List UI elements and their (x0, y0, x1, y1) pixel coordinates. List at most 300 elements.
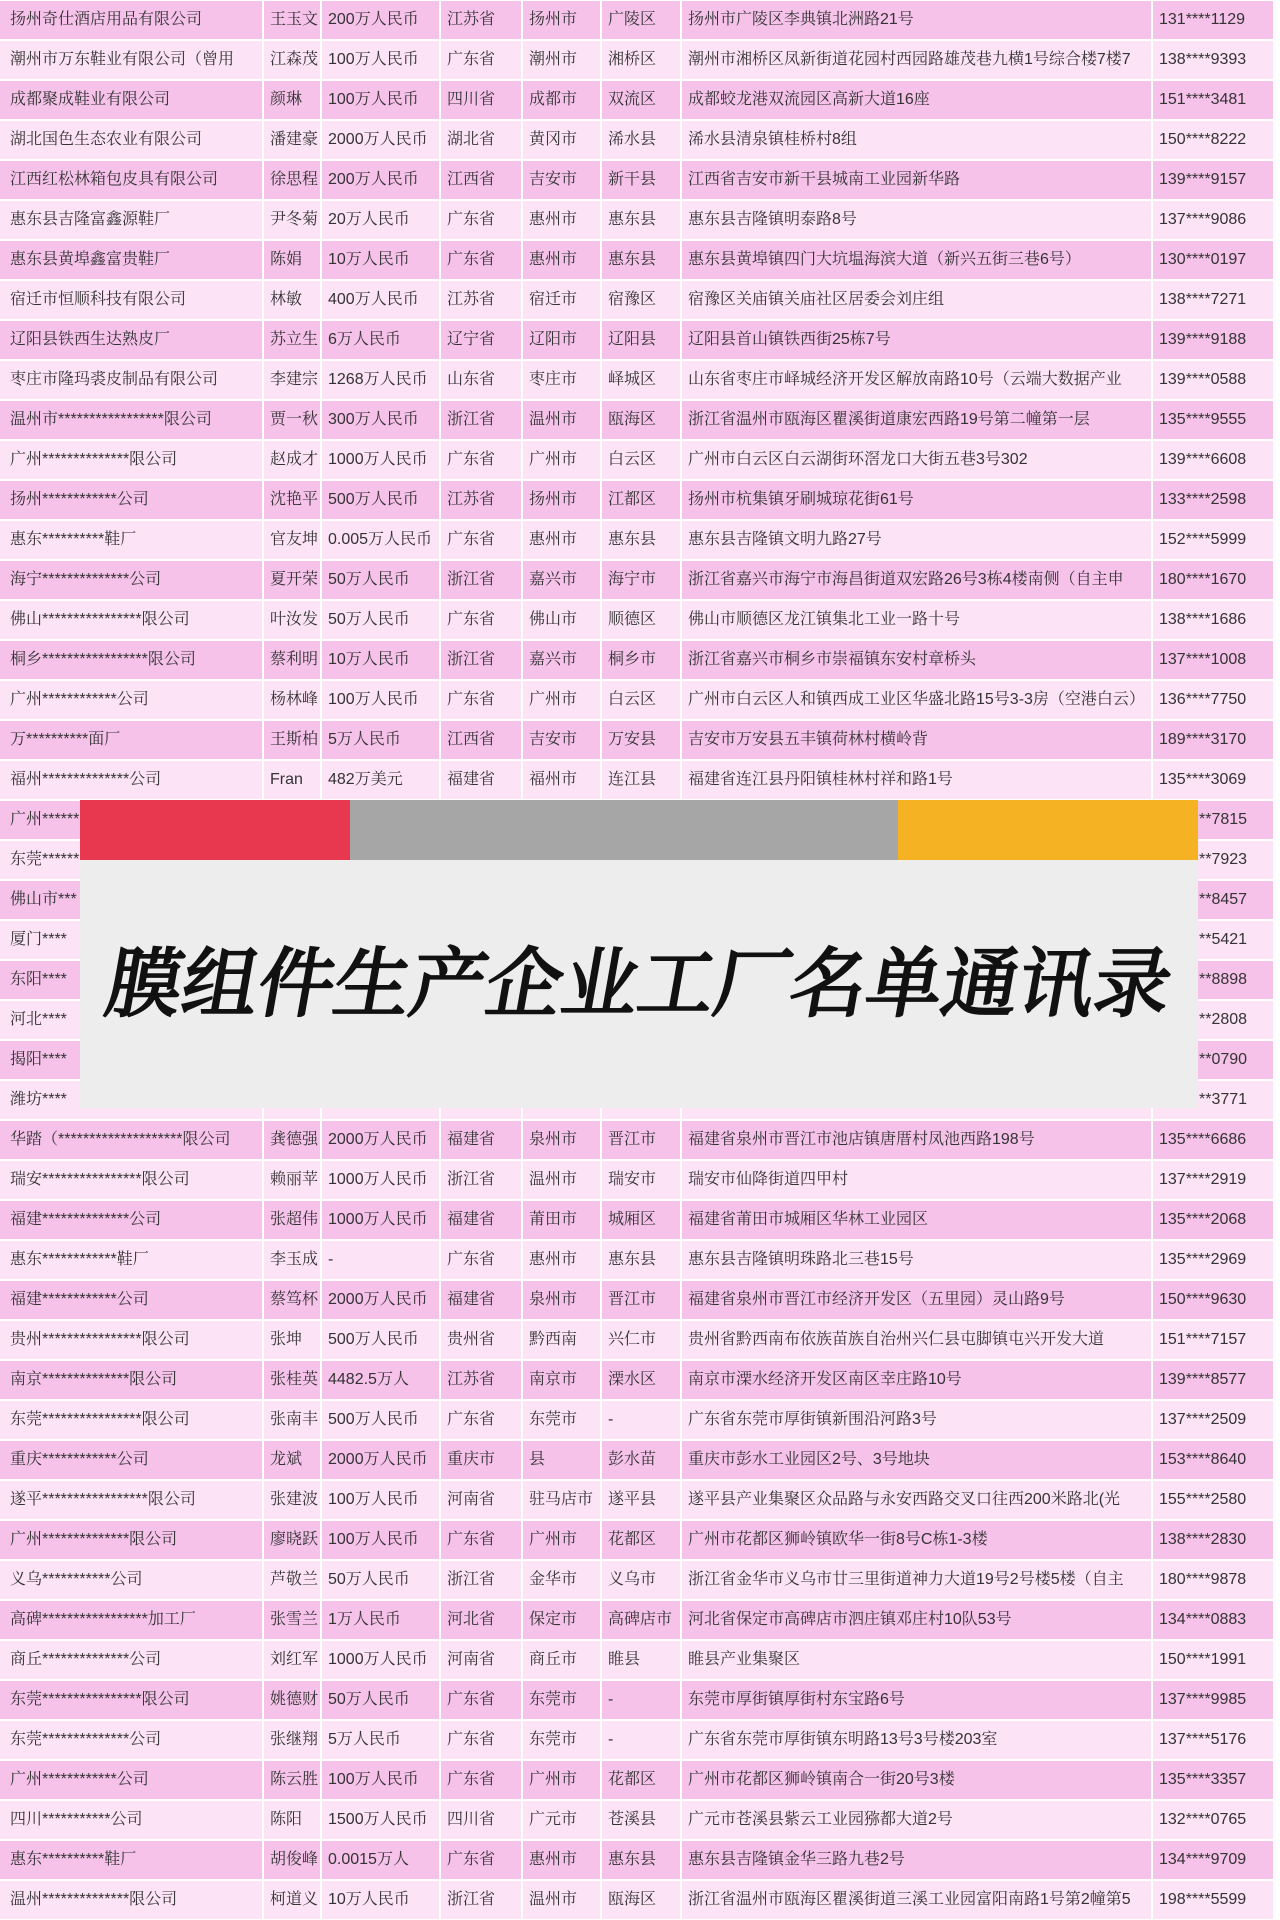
province-cell: 山东省 (441, 361, 521, 399)
city-cell: 嘉兴市 (523, 561, 600, 599)
table-row (0, 240, 1273, 280)
contact-cell: 刘红军 (264, 1641, 320, 1679)
table-row (0, 1200, 1273, 1240)
phone-cell: 153****8640 (1153, 1441, 1273, 1479)
table-row (0, 1600, 1273, 1640)
capital-cell: 200万人民币 (322, 161, 439, 199)
province-cell: 四川省 (441, 81, 521, 119)
contact-cell: 龙斌 (264, 1441, 320, 1479)
company-cell: 扬州奇仕酒店用品有限公司 (0, 1, 262, 39)
address-cell: 南京市溧水经济开发区南区幸庄路10号 (682, 1361, 1151, 1399)
table-row (0, 560, 1273, 600)
district-cell: 晋江市 (602, 1281, 680, 1319)
capital-cell: 1000万人民币 (322, 1201, 439, 1239)
company-cell: 四川***********公司 (0, 1801, 262, 1839)
province-cell: 广东省 (441, 441, 521, 479)
district-cell: 海宁市 (602, 561, 680, 599)
capital-cell: 2000万人民币 (322, 121, 439, 159)
title-panel (80, 860, 1198, 1108)
company-cell: 佛山市*** (0, 881, 262, 919)
company-cell: 揭阳**** (0, 1041, 262, 1079)
contact-cell: 赵成才 (264, 441, 320, 479)
capital-cell: 1500万人民币 (322, 1801, 439, 1839)
province-cell: 浙江省 (441, 1161, 521, 1199)
province-cell: 福建省 (441, 761, 521, 799)
city-cell: 嘉兴市 (523, 641, 600, 679)
district-cell: 城厢区 (602, 1201, 680, 1239)
phone-cell: 151****7157 (1153, 1321, 1273, 1359)
district-cell: 江都区 (602, 481, 680, 519)
capital-cell: 500万人民币 (322, 1321, 439, 1359)
company-cell: 重庆************公司 (0, 1441, 262, 1479)
city-cell: 成都市 (523, 81, 600, 119)
phone-cell: **2808 (1153, 1001, 1273, 1039)
district-cell: 晋江市 (602, 1121, 680, 1159)
phone-cell: 137****9985 (1153, 1681, 1273, 1719)
district-cell: 惠东县 (602, 201, 680, 239)
address-cell: 惠东县吉隆镇明泰路8号 (682, 201, 1151, 239)
table-row (0, 160, 1273, 200)
table-row (0, 640, 1273, 680)
phone-cell: 130****0197 (1153, 241, 1273, 279)
phone-cell: 180****1670 (1153, 561, 1273, 599)
company-cell: 惠东**********鞋厂 (0, 521, 262, 559)
table-row (0, 680, 1273, 720)
city-cell: 驻马店市 (523, 1481, 600, 1519)
color-bar (80, 800, 1198, 860)
district-cell: 宿豫区 (602, 281, 680, 319)
province-cell: 浙江省 (441, 401, 521, 439)
province-cell: 江西省 (441, 721, 521, 759)
address-cell: 佛山市顺德区龙江镇集北工业一路十号 (682, 601, 1151, 639)
company-cell: 海宁**************公司 (0, 561, 262, 599)
province-cell: 河北省 (441, 1601, 521, 1639)
company-cell: 潮州市万东鞋业有限公司（曾用 (0, 41, 262, 79)
table-row (0, 600, 1273, 640)
table-row (0, 1320, 1273, 1360)
table-row (0, 1560, 1273, 1600)
phone-cell: 135****2068 (1153, 1201, 1273, 1239)
phone-cell: 132****0765 (1153, 1801, 1273, 1839)
contact-cell: 芦敬兰 (264, 1561, 320, 1599)
city-cell: 黄冈市 (523, 121, 600, 159)
district-cell: - (602, 1721, 680, 1759)
phone-cell: 189****3170 (1153, 721, 1273, 759)
contact-cell: 姚德财 (264, 1681, 320, 1719)
phone-cell: 198****5599 (1153, 1881, 1273, 1919)
company-cell: 成都聚成鞋业有限公司 (0, 81, 262, 119)
table-row (0, 1760, 1273, 1800)
province-cell: 浙江省 (441, 1561, 521, 1599)
phone-cell: **3771 (1153, 1081, 1273, 1119)
province-cell: 江苏省 (441, 1, 521, 39)
company-cell: 枣庄市隆玛裘皮制品有限公司 (0, 361, 262, 399)
contact-cell: 张超伟 (264, 1201, 320, 1239)
capital-cell: 1000万人民币 (322, 1161, 439, 1199)
table-row (0, 1240, 1273, 1280)
capital-cell: 5万人民币 (322, 1721, 439, 1759)
table-row (0, 200, 1273, 240)
province-cell: 河南省 (441, 1641, 521, 1679)
city-cell: 温州市 (523, 1881, 600, 1919)
table-row (0, 1400, 1273, 1440)
capital-cell: 0.005万人民币 (322, 521, 439, 559)
phone-cell: 139****6608 (1153, 441, 1273, 479)
province-cell: 广东省 (441, 521, 521, 559)
color-bar-red-segment (80, 800, 350, 860)
title-banner (80, 800, 1198, 1108)
capital-cell: 50万人民币 (322, 601, 439, 639)
district-cell: 兴仁市 (602, 1321, 680, 1359)
phone-cell: 137****2919 (1153, 1161, 1273, 1199)
contact-cell: 颜琳 (264, 81, 320, 119)
company-cell: 惠东************鞋厂 (0, 1241, 262, 1279)
company-cell: 桐乡*****************限公司 (0, 641, 262, 679)
phone-cell: 138****7271 (1153, 281, 1273, 319)
province-cell: 浙江省 (441, 561, 521, 599)
company-cell: 福州**************公司 (0, 761, 262, 799)
city-cell: 广州市 (523, 681, 600, 719)
capital-cell: 2000万人民币 (322, 1281, 439, 1319)
district-cell: 顺德区 (602, 601, 680, 639)
district-cell: 溧水区 (602, 1361, 680, 1399)
capital-cell: 500万人民币 (322, 1401, 439, 1439)
address-cell: 广州市白云区人和镇西成工业区华盛北路15号3-3房（空港白云） (682, 681, 1151, 719)
contact-cell: 张南丰 (264, 1401, 320, 1439)
city-cell: 保定市 (523, 1601, 600, 1639)
address-cell: 浙江省温州市瓯海区瞿溪街道三溪工业园富阳南路1号第2幢第5 (682, 1881, 1151, 1919)
city-cell: 南京市 (523, 1361, 600, 1399)
city-cell: 辽阳市 (523, 321, 600, 359)
phone-cell: 134****0883 (1153, 1601, 1273, 1639)
city-cell: 扬州市 (523, 481, 600, 519)
company-cell: 东阳**** (0, 961, 262, 999)
contact-cell: 林敏 (264, 281, 320, 319)
company-cell: 福建************公司 (0, 1281, 262, 1319)
address-cell: 惠东县吉隆镇文明九路27号 (682, 521, 1151, 559)
contact-cell: 杨林峰 (264, 681, 320, 719)
table-row (0, 1360, 1273, 1400)
company-cell: 惠东县黄埠鑫富贵鞋厂 (0, 241, 262, 279)
table-row (0, 320, 1273, 360)
city-cell: 宿迁市 (523, 281, 600, 319)
province-cell: 江苏省 (441, 481, 521, 519)
city-cell: 广州市 (523, 1761, 600, 1799)
phone-cell: 151****3481 (1153, 81, 1273, 119)
contact-cell: Fran (264, 761, 320, 799)
city-cell: 惠州市 (523, 241, 600, 279)
contact-cell: 叶汝发 (264, 601, 320, 639)
table-row (0, 1720, 1273, 1760)
address-cell: 重庆市彭水工业园区2号、3号地块 (682, 1441, 1151, 1479)
district-cell: 高碑店市 (602, 1601, 680, 1639)
province-cell: 浙江省 (441, 1881, 521, 1919)
district-cell: 广陵区 (602, 1, 680, 39)
contact-cell: 江森茂 (264, 41, 320, 79)
address-cell: 瑞安市仙降街道四甲村 (682, 1161, 1151, 1199)
contact-cell: 贾一秋 (264, 401, 320, 439)
table-row (0, 0, 1273, 40)
address-cell: 惠东县吉隆镇金华三路九巷2号 (682, 1841, 1151, 1879)
phone-cell: 136****7750 (1153, 681, 1273, 719)
phone-cell: **5421 (1153, 921, 1273, 959)
table-row (0, 480, 1273, 520)
company-cell: 福建**************公司 (0, 1201, 262, 1239)
color-bar-gray-segment (350, 800, 898, 860)
table-row (0, 1280, 1273, 1320)
contact-cell: 张雪兰 (264, 1601, 320, 1639)
contact-cell: 沈艳平 (264, 481, 320, 519)
company-cell: 宿迁市恒顺科技有限公司 (0, 281, 262, 319)
province-cell: 辽宁省 (441, 321, 521, 359)
address-cell: 广州市白云区白云湖街环滘龙口大街五巷3号302 (682, 441, 1151, 479)
district-cell: 辽阳县 (602, 321, 680, 359)
color-bar-yellow-segment (898, 800, 1198, 860)
contact-cell: 龚德强 (264, 1121, 320, 1159)
address-cell: 福建省莆田市城厢区华林工业园区 (682, 1201, 1151, 1239)
table-row (0, 1480, 1273, 1520)
province-cell: 广东省 (441, 41, 521, 79)
contact-cell: 赖丽苹 (264, 1161, 320, 1199)
contact-cell: 李玉成 (264, 1241, 320, 1279)
phone-cell: 137****1008 (1153, 641, 1273, 679)
district-cell: - (602, 1681, 680, 1719)
phone-cell: 137****5176 (1153, 1721, 1273, 1759)
table-row (0, 1800, 1273, 1840)
district-cell: 白云区 (602, 441, 680, 479)
city-cell: 佛山市 (523, 601, 600, 639)
address-cell: 广元市苍溪县紫云工业园猕都大道2号 (682, 1801, 1151, 1839)
table-row (0, 1840, 1273, 1880)
phone-cell: **7923 (1153, 841, 1273, 879)
address-cell: 广东省东莞市厚街镇新围沿河路3号 (682, 1401, 1151, 1439)
capital-cell: 500万人民币 (322, 481, 439, 519)
city-cell: 扬州市 (523, 1, 600, 39)
table-row (0, 1440, 1273, 1480)
capital-cell: 1000万人民币 (322, 441, 439, 479)
address-cell: 睢县产业集聚区 (682, 1641, 1151, 1679)
table-row (0, 360, 1273, 400)
province-cell: 广东省 (441, 681, 521, 719)
address-cell: 浙江省金华市义乌市廿三里街道神力大道19号2号楼5楼（自主 (682, 1561, 1151, 1599)
contact-cell: 陈娟 (264, 241, 320, 279)
district-cell: 惠东县 (602, 241, 680, 279)
district-cell: 彭水苗 (602, 1441, 680, 1479)
district-cell: 白云区 (602, 681, 680, 719)
district-cell: 峄城区 (602, 361, 680, 399)
capital-cell: 100万人民币 (322, 1761, 439, 1799)
company-cell: 广州************公司 (0, 681, 262, 719)
company-cell: 扬州************公司 (0, 481, 262, 519)
capital-cell: 6万人民币 (322, 321, 439, 359)
table-row (0, 1160, 1273, 1200)
city-cell: 惠州市 (523, 1841, 600, 1879)
province-cell: 广东省 (441, 241, 521, 279)
contact-cell: 张建波 (264, 1481, 320, 1519)
city-cell: 泉州市 (523, 1121, 600, 1159)
city-cell: 商丘市 (523, 1641, 600, 1679)
capital-cell: 50万人民币 (322, 1681, 439, 1719)
phone-cell: 150****1991 (1153, 1641, 1273, 1679)
company-cell: 温州**************限公司 (0, 1881, 262, 1919)
company-cell: 瑞安****************限公司 (0, 1161, 262, 1199)
company-cell: 佛山****************限公司 (0, 601, 262, 639)
table-row (0, 760, 1273, 800)
table-row (0, 40, 1273, 80)
city-cell: 枣庄市 (523, 361, 600, 399)
table-row (0, 80, 1273, 120)
capital-cell: 482万美元 (322, 761, 439, 799)
address-cell: 辽阳县首山镇铁西街25栋7号 (682, 321, 1151, 359)
province-cell: 广东省 (441, 201, 521, 239)
city-cell: 惠州市 (523, 521, 600, 559)
address-cell: 浙江省嘉兴市海宁市海昌街道双宏路26号3栋4楼南侧（自主申 (682, 561, 1151, 599)
province-cell: 江苏省 (441, 281, 521, 319)
phone-cell: 152****5999 (1153, 521, 1273, 559)
phone-cell: 135****2969 (1153, 1241, 1273, 1279)
city-cell: 东莞市 (523, 1721, 600, 1759)
city-cell: 惠州市 (523, 201, 600, 239)
city-cell: 惠州市 (523, 1241, 600, 1279)
company-cell: 华踏（********************限公司 (0, 1121, 262, 1159)
phone-cell: 139****9188 (1153, 321, 1273, 359)
address-cell: 吉安市万安县五丰镇荷林村横岭背 (682, 721, 1151, 759)
company-cell: 广州**************限公司 (0, 1521, 262, 1559)
company-cell: 惠东**********鞋厂 (0, 1841, 262, 1879)
phone-cell: **8898 (1153, 961, 1273, 999)
district-cell: 花都区 (602, 1761, 680, 1799)
province-cell: 广东省 (441, 1761, 521, 1799)
province-cell: 广东省 (441, 1401, 521, 1439)
district-cell: 花都区 (602, 1521, 680, 1559)
province-cell: 福建省 (441, 1121, 521, 1159)
table-row (0, 1680, 1273, 1720)
capital-cell: 100万人民币 (322, 1521, 439, 1559)
company-cell: 辽阳县铁西生达熟皮厂 (0, 321, 262, 359)
phone-cell: 139****0588 (1153, 361, 1273, 399)
district-cell: 万安县 (602, 721, 680, 759)
contact-cell: 张继翔 (264, 1721, 320, 1759)
city-cell: 福州市 (523, 761, 600, 799)
address-cell: 浠水县清泉镇桂桥村8组 (682, 121, 1151, 159)
phone-cell: 135****3357 (1153, 1761, 1273, 1799)
district-cell: 遂平县 (602, 1481, 680, 1519)
company-cell: 义乌***********公司 (0, 1561, 262, 1599)
phone-cell: 137****2509 (1153, 1401, 1273, 1439)
address-cell: 贵州省黔西南布依族苗族自治州兴仁县屯脚镇屯兴开发大道 (682, 1321, 1151, 1359)
contact-cell: 蔡利明 (264, 641, 320, 679)
contact-cell: 李建宗 (264, 361, 320, 399)
city-cell: 温州市 (523, 401, 600, 439)
city-cell: 吉安市 (523, 161, 600, 199)
address-cell: 东莞市厚街镇厚街村东宝路6号 (682, 1681, 1151, 1719)
contact-cell: 官友坤 (264, 521, 320, 559)
capital-cell: 50万人民币 (322, 1561, 439, 1599)
province-cell: 江苏省 (441, 1361, 521, 1399)
company-cell: 江西红松林箱包皮具有限公司 (0, 161, 262, 199)
company-cell: 商丘**************公司 (0, 1641, 262, 1679)
province-cell: 重庆市 (441, 1441, 521, 1479)
province-cell: 广东省 (441, 601, 521, 639)
company-cell: 高碑*****************加工厂 (0, 1601, 262, 1639)
district-cell: 桐乡市 (602, 641, 680, 679)
city-cell: 黔西南 (523, 1321, 600, 1359)
capital-cell: - (322, 1241, 439, 1279)
city-cell: 莆田市 (523, 1201, 600, 1239)
address-cell: 遂平县产业集聚区众品路与永安西路交叉口往西200米路北(光 (682, 1481, 1151, 1519)
capital-cell: 0.0015万人 (322, 1841, 439, 1879)
address-cell: 广东省东莞市厚街镇东明路13号3号楼203室 (682, 1721, 1151, 1759)
capital-cell: 4482.5万人 (322, 1361, 439, 1399)
capital-cell: 100万人民币 (322, 1481, 439, 1519)
address-cell: 江西省吉安市新干县城南工业园新华路 (682, 161, 1151, 199)
company-cell: 潍坊**** (0, 1081, 262, 1119)
capital-cell: 300万人民币 (322, 401, 439, 439)
company-cell: 惠东县吉隆富鑫源鞋厂 (0, 201, 262, 239)
province-cell: 贵州省 (441, 1321, 521, 1359)
capital-cell: 2000万人民币 (322, 1441, 439, 1479)
district-cell: 睢县 (602, 1641, 680, 1679)
table-row (0, 1120, 1273, 1160)
contact-cell: 张桂英 (264, 1361, 320, 1399)
province-cell: 福建省 (441, 1281, 521, 1319)
capital-cell: 20万人民币 (322, 201, 439, 239)
address-cell: 扬州市广陵区李典镇北洲路21号 (682, 1, 1151, 39)
phone-cell: 135****9555 (1153, 401, 1273, 439)
capital-cell: 1000万人民币 (322, 1641, 439, 1679)
district-cell: 苍溪县 (602, 1801, 680, 1839)
province-cell: 浙江省 (441, 641, 521, 679)
phone-cell: **0790 (1153, 1041, 1273, 1079)
table-row (0, 120, 1273, 160)
province-cell: 四川省 (441, 1801, 521, 1839)
city-cell: 温州市 (523, 1161, 600, 1199)
district-cell: 湘桥区 (602, 41, 680, 79)
address-cell: 浙江省温州市瓯海区瞿溪街道康宏西路19号第二幢第一层 (682, 401, 1151, 439)
address-cell: 惠东县黄埠镇四门大坑塭海滨大道（新兴五街三巷6号） (682, 241, 1151, 279)
city-cell: 东莞市 (523, 1681, 600, 1719)
contact-cell: 柯道义 (264, 1881, 320, 1919)
company-cell: 东莞**************公司 (0, 1721, 262, 1759)
capital-cell: 100万人民币 (322, 81, 439, 119)
capital-cell: 1万人民币 (322, 1601, 439, 1639)
table-row (0, 1520, 1273, 1560)
province-cell: 福建省 (441, 1201, 521, 1239)
contact-cell: 陈阳 (264, 1801, 320, 1839)
address-cell: 河北省保定市高碑店市泗庄镇邓庄村10队53号 (682, 1601, 1151, 1639)
table-row (0, 280, 1273, 320)
district-cell: 双流区 (602, 81, 680, 119)
table-row (0, 440, 1273, 480)
capital-cell: 10万人民币 (322, 1881, 439, 1919)
table-row (0, 520, 1273, 560)
capital-cell: 100万人民币 (322, 41, 439, 79)
province-cell: 湖北省 (441, 121, 521, 159)
table-row (0, 400, 1273, 440)
city-cell: 广州市 (523, 441, 600, 479)
phone-cell: 139****9157 (1153, 161, 1273, 199)
phone-cell: 133****2598 (1153, 481, 1273, 519)
district-cell: 惠东县 (602, 1841, 680, 1879)
contact-cell: 徐思程 (264, 161, 320, 199)
province-cell: 广东省 (441, 1841, 521, 1879)
phone-cell: 139****8577 (1153, 1361, 1273, 1399)
district-cell: 新干县 (602, 161, 680, 199)
company-cell: 广州**************限公司 (0, 441, 262, 479)
phone-cell: 138****1686 (1153, 601, 1273, 639)
city-cell: 广元市 (523, 1801, 600, 1839)
company-cell: 贵州****************限公司 (0, 1321, 262, 1359)
